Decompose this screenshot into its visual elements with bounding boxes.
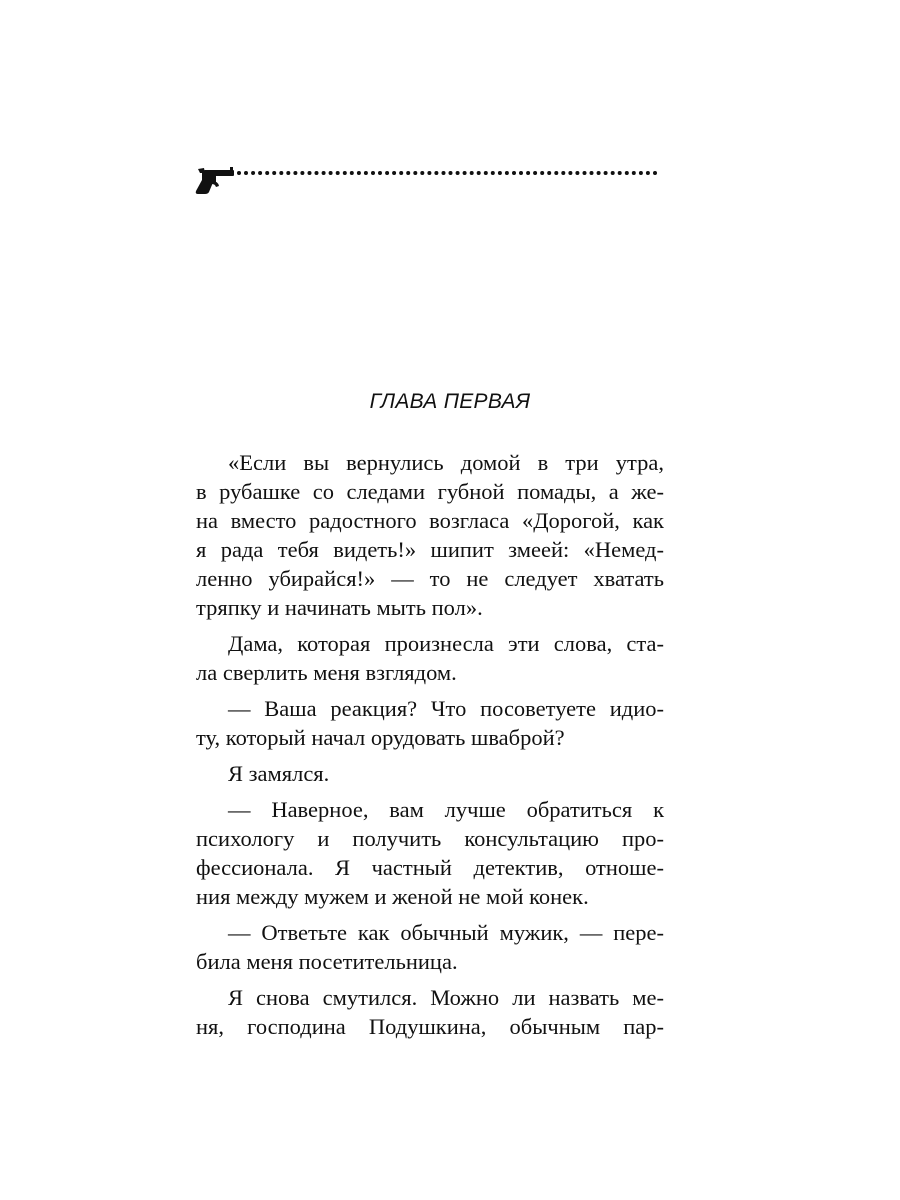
text-line: била меня посетительница. [196, 949, 458, 974]
ornament-dot [604, 171, 608, 175]
ornament-dot [646, 171, 650, 175]
ornament-dot [561, 171, 565, 175]
text-line: я рада тебя видеть!» шипит змеей: «Немед- [196, 537, 664, 562]
paragraph [196, 918, 664, 976]
ornament-dot [491, 171, 495, 175]
ornament-dot [378, 171, 382, 175]
ornament-dot [554, 171, 558, 175]
ornament-dot [505, 171, 509, 175]
ornament-dot [237, 171, 241, 175]
text-line: ня, господина Подушкина, обычным пар- [196, 1014, 664, 1039]
ornament-dot [477, 171, 481, 175]
ornament-dot [547, 171, 551, 175]
ornament-dot [463, 171, 467, 175]
ornament-dot [540, 171, 544, 175]
ornament-dot [583, 171, 587, 175]
ornament-dot [272, 171, 276, 175]
paragraph [196, 629, 664, 687]
ornament-dot [392, 171, 396, 175]
text-line: Я замялся. [228, 761, 330, 786]
ornament-dot [251, 171, 255, 175]
ornament-dot [498, 171, 502, 175]
ornament-dot [315, 171, 319, 175]
text-line: тряпку и начинать мыть пол». [196, 595, 483, 620]
text-line: Я снова смутился. Можно ли назвать ме- [228, 985, 664, 1010]
ornament-dot [653, 171, 657, 175]
ornament-dot [512, 171, 516, 175]
ornament-dot [427, 171, 431, 175]
text-line: на вместо радостного возгласа «Дорогой, как [196, 508, 664, 533]
ornament-dot [336, 171, 340, 175]
ornament-dot [343, 171, 347, 175]
ornament-dot [533, 171, 537, 175]
ornament-dot [639, 171, 643, 175]
ornament-dot [300, 171, 304, 175]
paragraph [196, 795, 664, 911]
ornament-dot [420, 171, 424, 175]
ornament-dot [470, 171, 474, 175]
ornament-dot [371, 171, 375, 175]
ornament-dot [568, 171, 572, 175]
text-line: ту, который начал орудовать шваброй? [196, 725, 565, 750]
ornament-dot [575, 171, 579, 175]
text-line: — Наверное, вам лучше обратиться к [228, 797, 664, 822]
ornament-dot [632, 171, 636, 175]
ornament-dot [611, 171, 615, 175]
ornament-dot [625, 171, 629, 175]
ornament-dot [244, 171, 248, 175]
text-line: — Ответьте как обычный мужик, — пере- [228, 920, 664, 945]
paragraph [196, 694, 664, 752]
text-line: — Ваша реакция? Что посоветуете идио- [228, 696, 664, 721]
body-text [196, 448, 664, 1048]
ornament-dot [286, 171, 290, 175]
ornament-dot [308, 171, 312, 175]
ornament-dot [413, 171, 417, 175]
ornament-dot [484, 171, 488, 175]
revolver-icon [192, 160, 666, 200]
text-line: ла сверлить меня взглядом. [196, 660, 457, 685]
paragraph [196, 448, 664, 622]
ornament-dot [265, 171, 269, 175]
text-line: фессионала. Я частный детектив, отноше- [196, 855, 664, 880]
ornament-dot [434, 171, 438, 175]
ornament-dot [293, 171, 297, 175]
chapter-ornament [192, 160, 666, 200]
ornament-dot [279, 171, 283, 175]
text-line: психологу и получить консультацию про- [196, 826, 664, 851]
ornament-dot [442, 171, 446, 175]
ornament-dot [456, 171, 460, 175]
ornament-dot [597, 171, 601, 175]
ornament-dot [329, 171, 333, 175]
ornament-dot [618, 171, 622, 175]
ornament-dot [526, 171, 530, 175]
ornament-dot [385, 171, 389, 175]
text-line: Дама, которая произнесла эти слова, ста- [228, 631, 664, 656]
ornament-dot [449, 171, 453, 175]
paragraph [196, 759, 664, 788]
text-line: в рубашке со следами губной помады, а же- [196, 479, 664, 504]
paragraph [196, 983, 664, 1041]
chapter-title: ГЛАВА ПЕРВАЯ [369, 390, 531, 413]
text-line: «Если вы вернулись домой в три утра, [228, 450, 664, 475]
ornament-dot [399, 171, 403, 175]
ornament-dot [590, 171, 594, 175]
ornament-dot [350, 171, 354, 175]
text-line: ния между мужем и женой не мой конек. [196, 884, 589, 909]
ornament-dot [406, 171, 410, 175]
ornament-dot [364, 171, 368, 175]
ornament-dot [357, 171, 361, 175]
ornament-dot [322, 171, 326, 175]
text-line: ленно убирайся!» — то не следует хватать [196, 566, 664, 591]
ornament-dot [258, 171, 262, 175]
ornament-dot [519, 171, 523, 175]
